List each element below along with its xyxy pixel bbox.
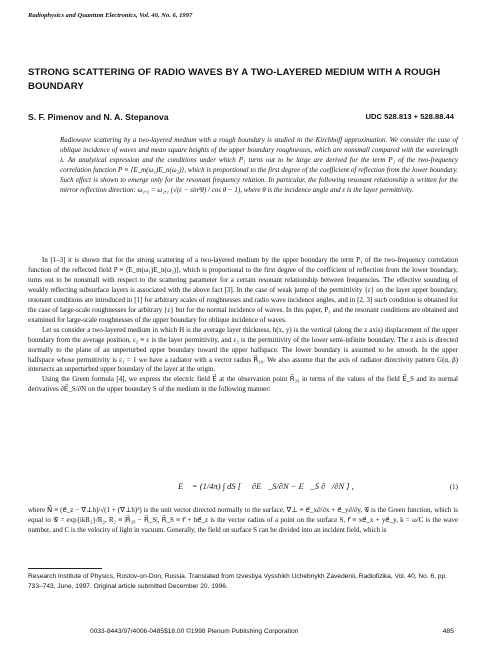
copyright-line: 0033-8443/97/4006-0485$18.00 ©1998 Plenum Publishing Corporation bbox=[90, 628, 299, 635]
body-paragraph-1: In [1–3] it is shown that for the strong scattering of a two-layered medium by the upper boundary the term P₁ of the two-frequency correlation function of the reflected field P ≡ ⟨E_m(ω₁)E_n(ω₂)⟩, which is proportional to the first degree of the coefficient of reflection from the lower boundary, turns out to be nonsmall with respect to the scattering parameter for a certain resonant relationship between frequencies. The effective sounding of weakly reflecting subsurface layers is associated with the above fact [3]. In the case of weak jump of the permittivity {ε} on the layer upper boundary, resonant conditions are introduced in [1] for arbitrary scales of roughnesses and radio wave incidence angles, and in [2, 3] such condition is obtained for the case of large-scale roughnesses for arbitrary {ε} but for the normal incidence of waves. In this paper, P₁ and the resonant conditions are obtained and examined for large-scale roughnesses of the upper boundary for oblique incidence of waves. bbox=[28, 256, 458, 324]
equation-1 bbox=[28, 479, 458, 501]
footnote: Research Institute of Physics, Rostov-on-Don, Russia. Translated from Izvestiya Vysshikh Uchebnykh Zavedenii, Radiofizika, Vol. 40, No. 6, pp. 733–743, June, 1997. Original article submitted December 20, 1996. bbox=[28, 573, 448, 590]
body-paragraph-2: Let us consider a two-layered medium in which H is the average layer thickness, h(x, y) is the vertical (along the z axis) displacement of the upper boundary from the average position, ε₂ ≡ ε is the layer permittivity, and ε₃ is the permittivity of the lower semi-infinite boundary. The z axis is directed normally to the plane of an unperturbed upper boundary toward the upper halfspace. The lower boundary is assumed to be smooth. In the upper halfspace whose permittivity is ε₁ = 1 we have a radiator with a vector radius R⃗₁₀. We also assume that the axis of radiator directivity pattern G(α, β) intersects an unperturbed upper boundary of the layer at the origin. bbox=[28, 325, 458, 374]
udc-code: UDC 528.813 + 528.88.44 bbox=[365, 112, 454, 121]
body-paragraph-4: where N⃗ ≡ (e⃗_z − ∇⃗⊥h)/√(1 + (∇⃗⊥h)²) is the unit vector directed normally to the surface, ∇⃗⊥ ≡ e⃗_x∂/∂x + e⃗_y∂/∂y, 𝒢 is the Green function, which is equal to 𝒢 = exp{ikR₂}/R₂, R₂ ≡ |R⃗₂₀ − R⃗_S|, R⃗_S ≡ r⃗ + he⃗_z is the vector radius of a point on the surface S, r⃗ ≡ xe⃗_x + ye⃗_y, k = ω/C is the wave number, and C is the velocity of light in vacuum. Generally, the field on surface S can be divided into an incident field, which is bbox=[28, 506, 458, 534]
equation-expression: E⃗ = (1/4π) ∫ dS [ 𝒢 ∂E⃗_S/∂N − E⃗_S ∂𝒢/∂N ] , bbox=[178, 481, 354, 491]
body-text-continued bbox=[28, 506, 458, 536]
abstract-text: Radiowave scattering by a two-layered medium with a rough boundary is studied in the Kirchhoff approximation. We consider the case of oblique incidence of waves and mean square heights of the upper boundary roughnesses, which are nonsmall compared with the wavelength λ. An analytical expression and the conditions under which P₁ turns out to be large are derived for the term P₁ of the two-frequency correlation function P ≡ ⟨E_m(ω₁)E_n(ω₂)⟩, which is proportional to the first degree of the coefficient of reflection from the lower boundary. Such effect is shown to emerge only for the resonant frequency relation. In particular, the following resonant relationship is written for the mirror reflection direction: ω₁,₂ = ω₂,₁ (√(ε − sin²θ) / cos θ − 1), where θ is the incidence angle and ε is the layer permittivity. bbox=[60, 136, 458, 194]
abstract bbox=[60, 136, 458, 195]
body-paragraph-3: Using the Green formula [4], we express the electric field E⃗ at the observation point R⃗₂₀ in terms of the values of the field E⃗_S and its normal derivatives ∂E⃗_S/∂N on the upper boundary S of the medium in the following manner: bbox=[28, 375, 458, 394]
journal-header: Radiophysics and Quantum Electronics, Vol. 40, No. 6, 1997 bbox=[28, 12, 193, 19]
footnote-divider bbox=[28, 568, 102, 569]
article-title: STRONG SCATTERING OF RADIO WAVES BY A TWO-LAYERED MEDIUM WITH A ROUGH BOUNDARY bbox=[28, 67, 441, 92]
body-text bbox=[28, 256, 458, 395]
equation-number: (1) bbox=[449, 483, 458, 491]
article-authors: S. F. Pimenov and N. A. Stepanova bbox=[28, 112, 169, 122]
page-number: 485 bbox=[442, 628, 454, 635]
